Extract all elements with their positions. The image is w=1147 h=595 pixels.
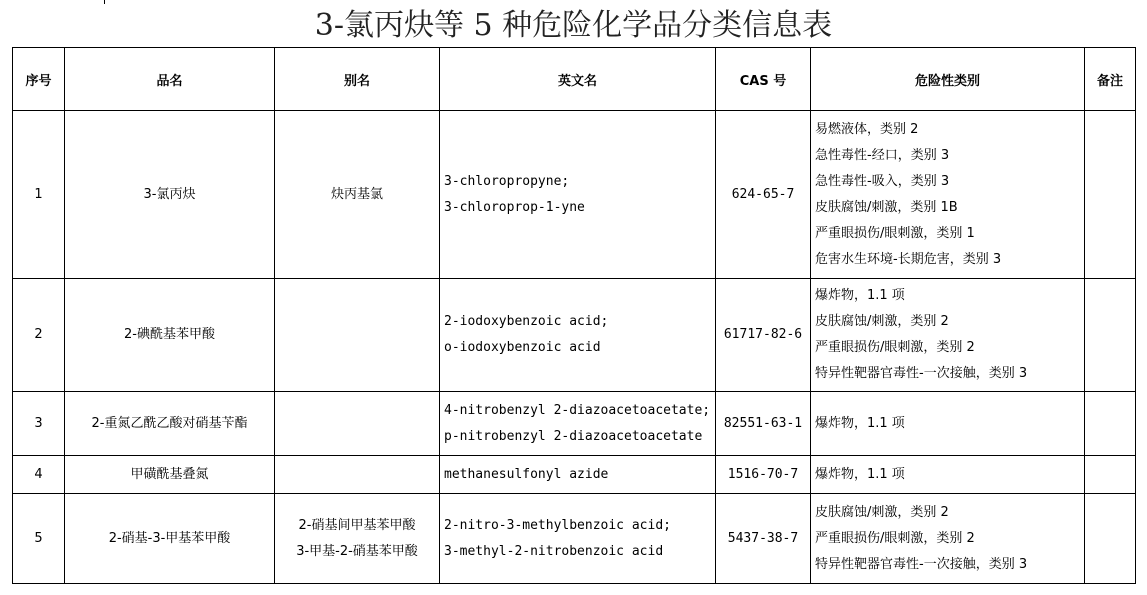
cell-hazard-line: 爆炸物，1.1 项: [815, 288, 905, 303]
cell-hazard-line: 易燃液体，类别 2: [815, 121, 919, 137]
cell-hazard: [811, 494, 1085, 584]
cell-hazard-line: 严重眼损伤/眼刺激，类别 2: [815, 340, 975, 355]
cell-hazard-line: 皮肤腐蚀/刺激，类别 2: [815, 504, 949, 520]
cell-cas: 1516-70-7: [716, 456, 811, 494]
header-no: 序号: [13, 48, 65, 111]
cell-name: 2-碘酰基苯甲酸: [65, 279, 275, 392]
cell-no: 5: [13, 494, 65, 584]
cell-english-line: o-iodoxybenzoic acid: [444, 340, 601, 355]
cell-english: [440, 111, 716, 279]
cell-no: 3: [13, 392, 65, 456]
cell-hazard-line: 危害水生环境-长期危害，类别 3: [815, 251, 1002, 267]
cell-cas: 5437-38-7: [716, 494, 811, 584]
cell-name: 2-重氮乙酰乙酸对硝基苄酯: [65, 392, 275, 456]
header-alias: 别名: [275, 48, 440, 111]
cell-alias-line: 3-甲基-2-硝基苯甲酸: [296, 543, 418, 559]
cell-hazard-line: 爆炸物，1.1 项: [815, 466, 905, 482]
hazard-classification-table: [12, 47, 1136, 584]
cell-remark: [1085, 456, 1136, 494]
cell-hazard-line: 皮肤腐蚀/刺激，类别 2: [815, 314, 949, 329]
cell-alias: [275, 456, 440, 494]
header-name: 品名: [65, 48, 275, 111]
cell-hazard-line: 特异性靶器官毒性-一次接触，类别 3: [815, 556, 1028, 572]
cell-english: [440, 456, 716, 494]
header-english: 英文名: [440, 48, 716, 111]
cell-english-line: p-nitrobenzyl 2-diazoacetoacetate: [444, 428, 703, 444]
table-row: [13, 456, 1136, 494]
cell-english-line: methanesulfonyl azide: [444, 466, 609, 482]
cell-name: 3-氯丙炔: [65, 111, 275, 279]
cell-hazard: [811, 111, 1085, 279]
cell-english-line: 3-chloropropyne;: [444, 173, 570, 189]
cell-english: [440, 279, 716, 392]
cell-name: 甲磺酰基叠氮: [65, 456, 275, 494]
cell-english-line: 2-nitro-3-methylbenzoic acid;: [444, 517, 671, 533]
cell-no: 1: [13, 111, 65, 279]
cell-english-line: 2-iodoxybenzoic acid;: [444, 314, 609, 329]
table-header-row: [13, 48, 1136, 111]
cell-hazard-line: 严重眼损伤/眼刺激，类别 1: [815, 225, 975, 241]
cell-cas: 61717-82-6: [716, 279, 811, 392]
cell-name: 2-硝基-3-甲基苯甲酸: [65, 494, 275, 584]
cell-hazard: [811, 456, 1085, 494]
cell-alias: [275, 111, 440, 279]
cell-english-line: 4-nitrobenzyl 2-diazoacetoacetate;: [444, 402, 711, 418]
header-cas: CAS 号: [716, 48, 811, 111]
cell-english: [440, 392, 716, 456]
cell-remark: [1085, 392, 1136, 456]
cell-alias-line: 2-硝基间甲基苯甲酸: [298, 517, 416, 533]
cell-alias: [275, 279, 440, 392]
edge-mark: [104, 0, 105, 4]
cell-hazard-line: 特异性靶器官毒性-一次接触，类别 3: [815, 366, 1028, 381]
cell-hazard-line: 急性毒性-吸入，类别 3: [815, 173, 950, 189]
header-remark: 备注: [1085, 48, 1136, 111]
cell-hazard: [811, 279, 1085, 392]
cell-no: 2: [13, 279, 65, 392]
table-row: [13, 392, 1136, 456]
cell-remark: [1085, 494, 1136, 584]
cell-english-line: 3-methyl-2-nitrobenzoic acid: [444, 543, 664, 559]
cell-hazard-line: 严重眼损伤/眼刺激，类别 2: [815, 530, 975, 546]
cell-hazard-line: 急性毒性-经口，类别 3: [815, 147, 950, 163]
cell-alias-line: 炔丙基氯: [330, 186, 383, 202]
cell-remark: [1085, 111, 1136, 279]
cell-hazard: [811, 392, 1085, 456]
cell-alias: [275, 494, 440, 584]
header-hazard: 危险性类别: [811, 48, 1085, 111]
cell-alias: [275, 392, 440, 456]
cell-english-line: 3-chloroprop-1-yne: [444, 199, 585, 215]
cell-english: [440, 494, 716, 584]
cell-hazard-line: 爆炸物，1.1 项: [815, 415, 905, 431]
table-row: [13, 494, 1136, 584]
table-row: [13, 111, 1136, 279]
cell-no: 4: [13, 456, 65, 494]
cell-hazard-line: 皮肤腐蚀/刺激，类别 1B: [815, 199, 958, 215]
cell-cas: 82551-63-1: [716, 392, 811, 456]
cell-cas: 624-65-7: [716, 111, 811, 279]
cell-remark: [1085, 279, 1136, 392]
table-body: [13, 111, 1136, 584]
page-title: 3-氯丙炔等 5 种危险化学品分类信息表: [314, 8, 833, 43]
table-row: [13, 279, 1136, 392]
